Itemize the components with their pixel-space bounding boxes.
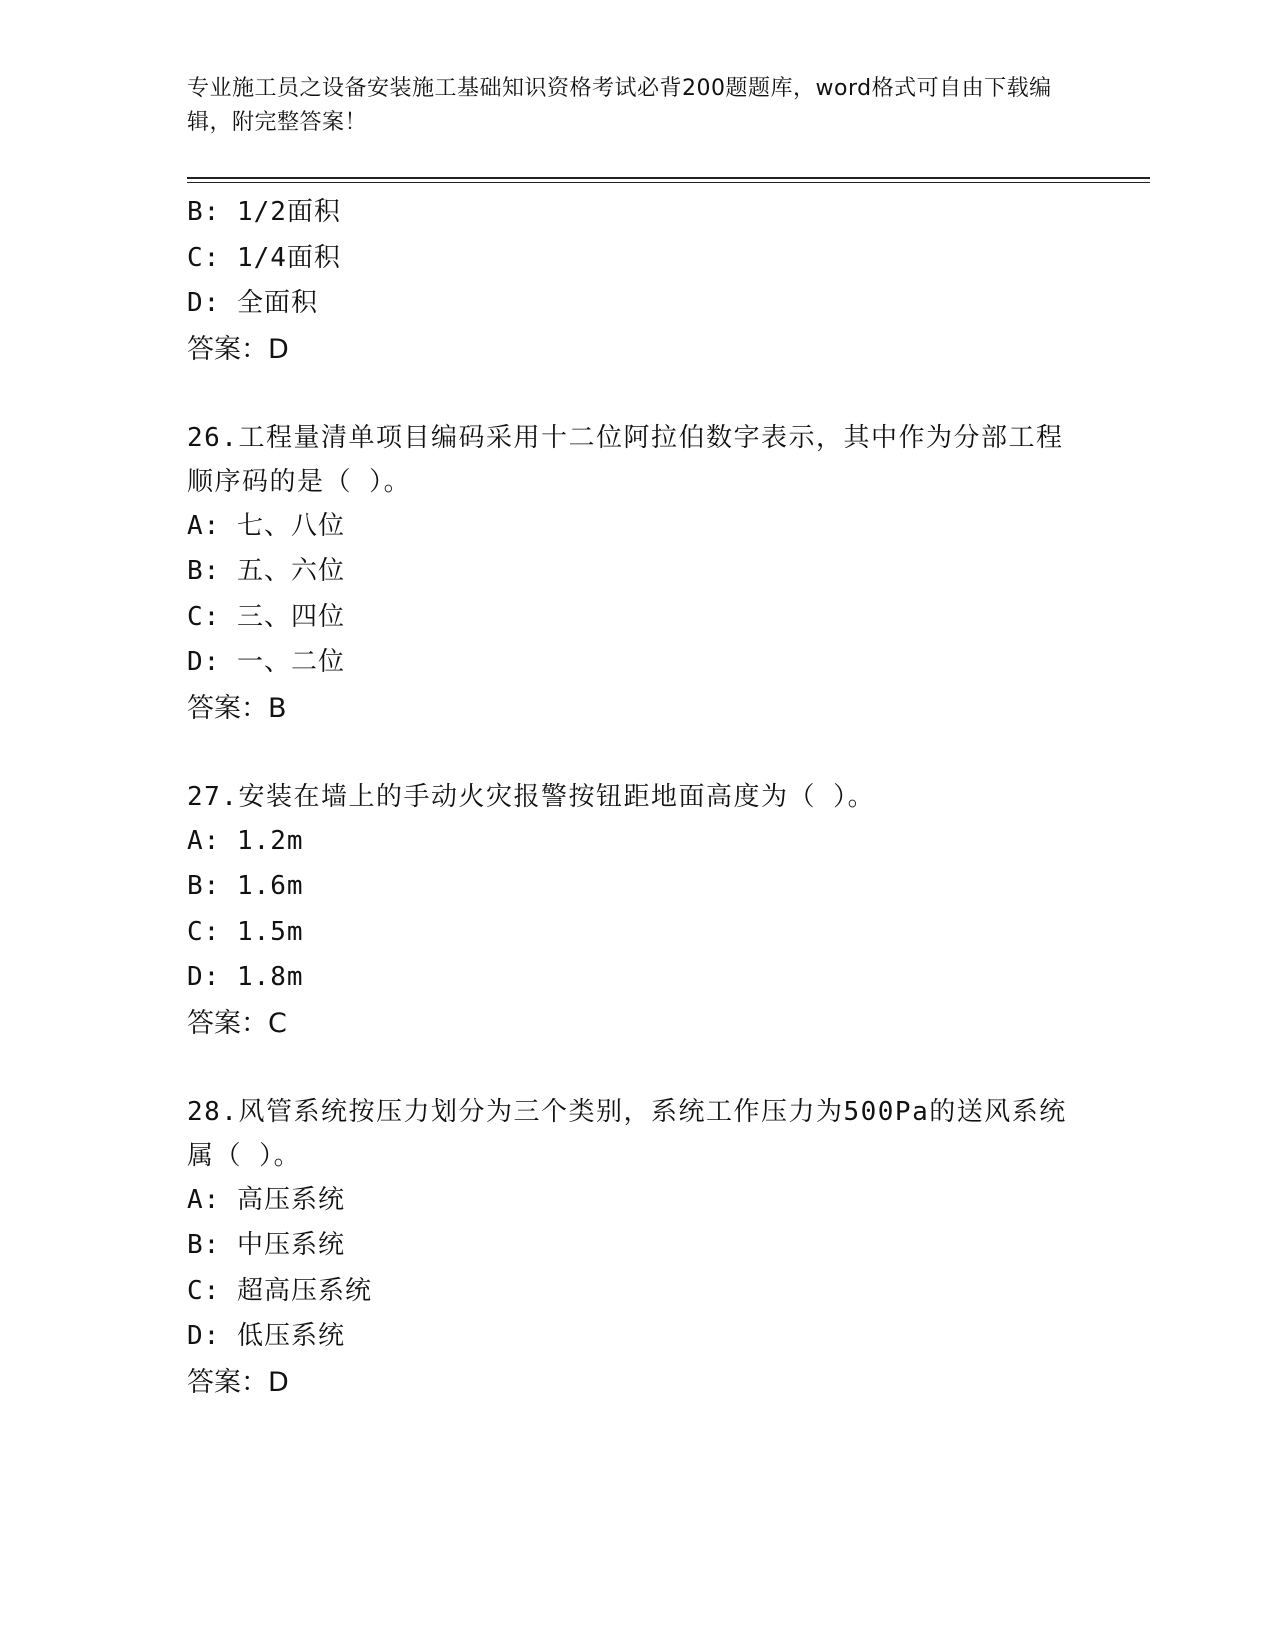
answer-line: 答案：C — [187, 1007, 287, 1039]
option-a: A: 高压系统 — [187, 1184, 345, 1215]
option-d: D: 低压系统 — [187, 1321, 345, 1351]
option-b: B: 五、六位 — [187, 556, 345, 586]
option-c: C: 1/4面积 — [187, 242, 341, 273]
document-header: 专业施工员之设备安装施工基础知识资格考试必背200题题库，word格式可自由下载编辑，附完整答案！ — [187, 76, 1052, 135]
spacer — [187, 731, 1087, 775]
answer-line: 答案：D — [187, 1366, 289, 1398]
option-c: C: 超高压系统 — [187, 1275, 372, 1306]
option-d: D: 1.8m — [187, 962, 304, 992]
question-text: 27.安装在墙上的手动火灾报警按钮距地面高度为（ ）。 — [187, 781, 876, 812]
option-d: D: 一、二位 — [187, 647, 345, 677]
option-a: A: 七、八位 — [187, 510, 345, 541]
previous-question-tail — [187, 190, 1087, 372]
option-c: C: 1.5m — [187, 916, 304, 947]
question-27 — [187, 775, 1087, 1046]
header-rule-thick — [187, 177, 1150, 179]
option-b: B: 1/2面积 — [187, 197, 341, 227]
option-c: C: 三、四位 — [187, 601, 345, 632]
option-b: B: 中压系统 — [187, 1230, 345, 1260]
answer-line: 答案：D — [187, 333, 289, 365]
question-text: 26.工程量清单项目编码采用十二位阿拉伯数字表示，其中作为分部工程顺序码的是（ ）。 — [187, 422, 1064, 497]
question-list — [187, 190, 1087, 1405]
option-d: D: 全面积 — [187, 288, 318, 318]
question-28 — [187, 1090, 1087, 1405]
answer-line: 答案：B — [187, 692, 287, 724]
spacer — [187, 372, 1087, 416]
option-b: B: 1.6m — [187, 871, 304, 901]
header-rule-thin — [187, 182, 1150, 183]
question-26 — [187, 416, 1087, 731]
question-text: 28.风管系统按压力划分为三个类别，系统工作压力为500Pa的送风系统属（ ）。 — [187, 1096, 1067, 1171]
spacer — [187, 1046, 1087, 1090]
option-a: A: 1.2m — [187, 825, 304, 856]
